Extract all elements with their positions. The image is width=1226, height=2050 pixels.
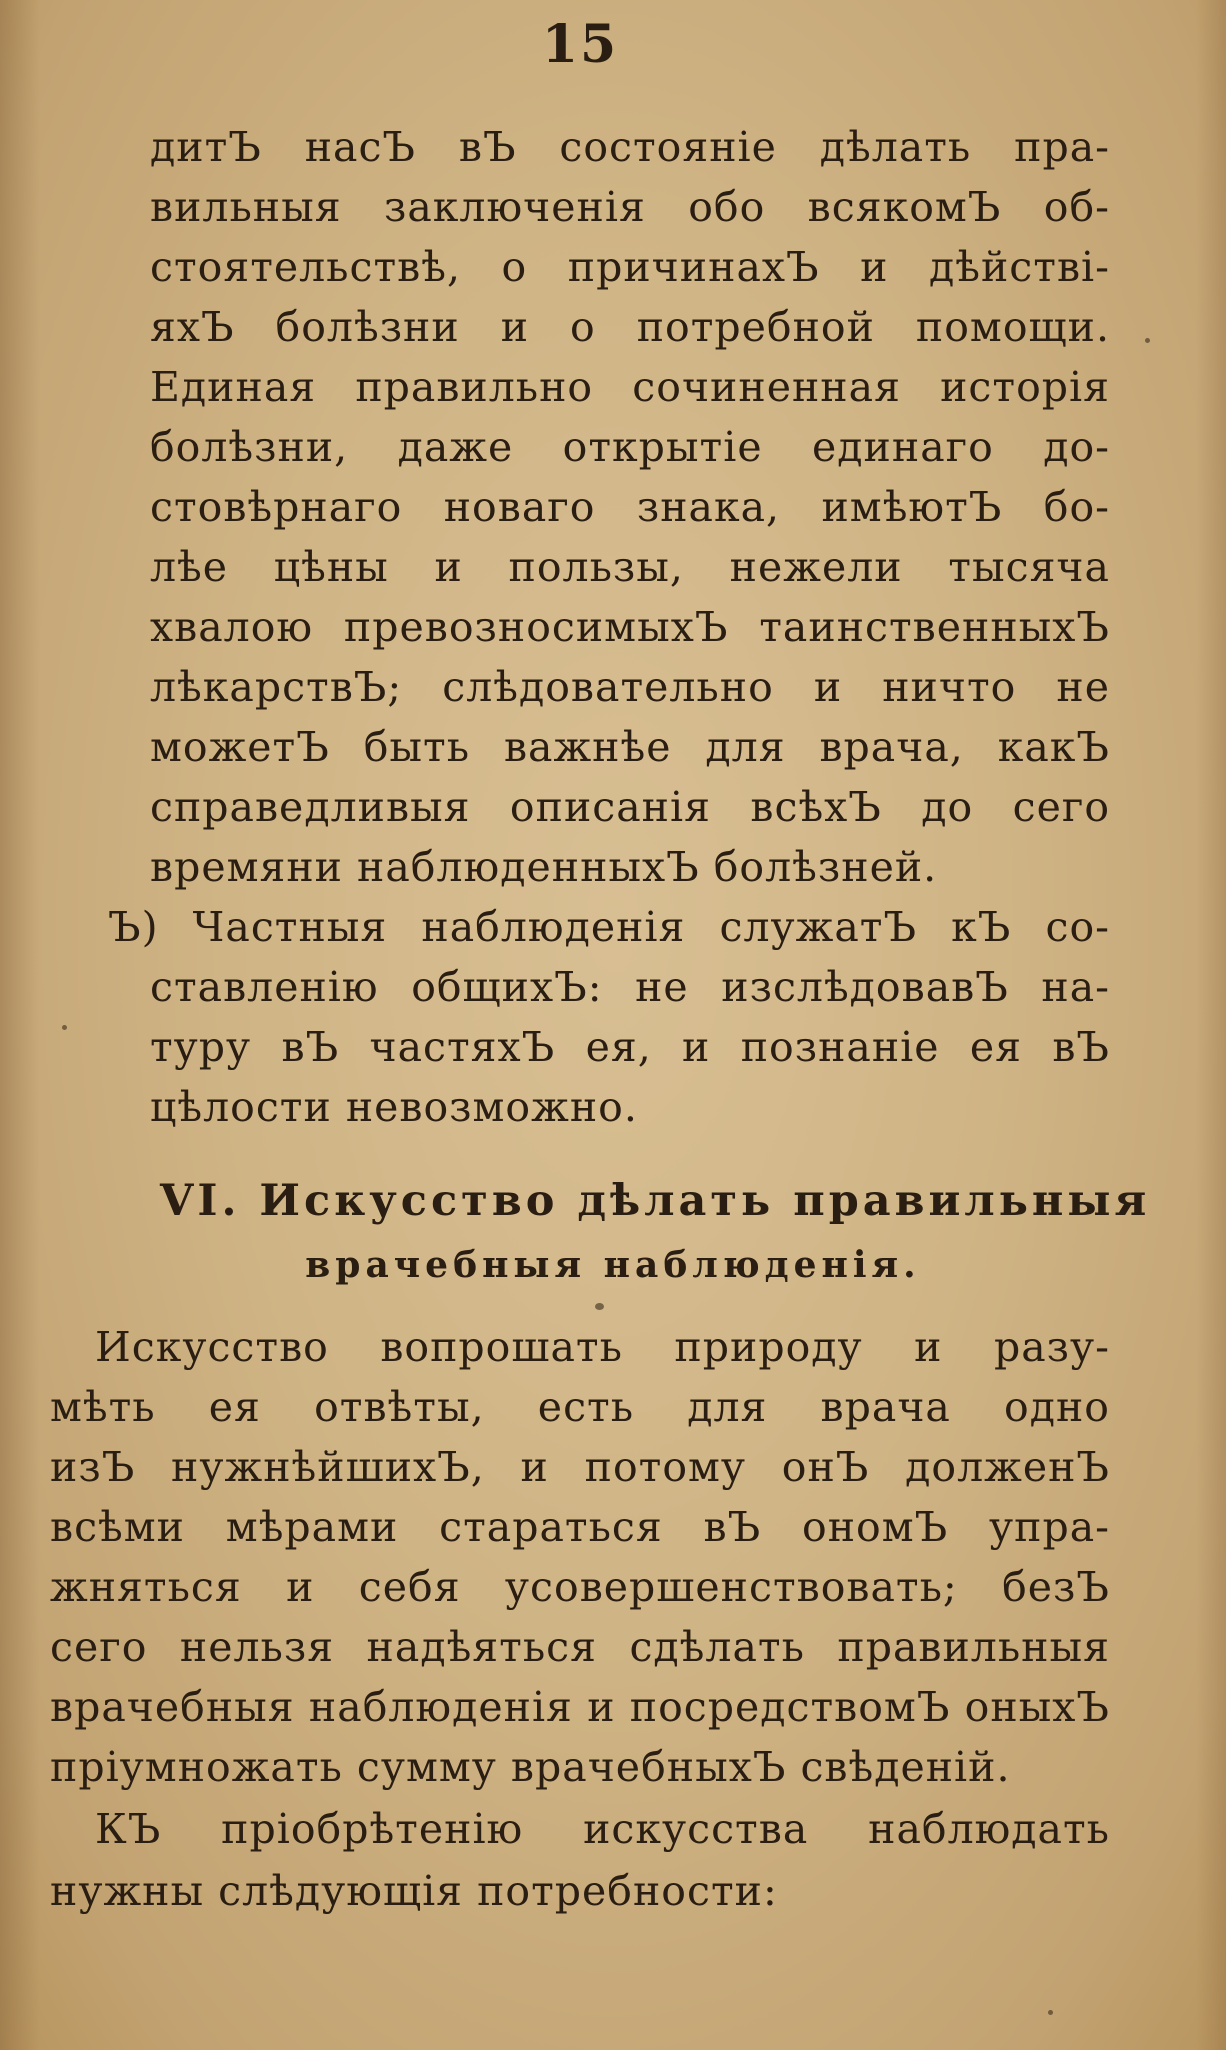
text-line: можетЪ быть важнѣе для врача, какЪ <box>150 723 1110 771</box>
text-line: Единая правильно сочиненная исторія <box>150 363 1110 411</box>
text-line: нужны слѣдующія потребности: <box>50 1867 778 1915</box>
page-number: 15 <box>541 14 619 75</box>
text-line: цѣлости невозможно. <box>150 1083 638 1131</box>
text-line: врачебныя наблюденія и посредствомЪ оныхЪ <box>50 1683 1110 1731</box>
text-line: дитЪ насЪ вЪ состояніе дѣлать пра- <box>150 123 1110 171</box>
text-line: изЪ нужнѣйшихЪ, и потому онЪ долженЪ <box>50 1443 1110 1491</box>
text-line: КЪ пріобрѣтенію искусства наблюдать <box>95 1805 1110 1853</box>
text-line: справедливыя описанія всѣхЪ до сего <box>150 783 1110 831</box>
text-line: стовѣрнаго новаго знака, имѣютЪ бо- <box>150 483 1110 531</box>
paper-speck <box>1145 338 1150 343</box>
page-edge-shadow <box>1196 0 1226 2050</box>
text-line: времяни наблюденныхЪ болѣзней. <box>150 843 938 891</box>
text-line: хвалою превозносимыхЪ таинственныхЪ <box>150 603 1110 651</box>
text-line: лѣкарствЪ; слѣдовательно и ничто не <box>150 663 1110 711</box>
text-line: вильныя заключенія обо всякомЪ об- <box>150 183 1110 231</box>
text-line: туру вЪ частяхЪ ея, и познаніе ея вЪ <box>150 1023 1110 1071</box>
text-line: всѣми мѣрами стараться вЪ ономЪ упра- <box>50 1503 1110 1551</box>
text-line: жняться и себя усовершенствовать; безЪ <box>50 1563 1110 1611</box>
text-line: Искусство вопрошать природу и разу- <box>95 1323 1110 1371</box>
paper-speck <box>595 1303 604 1310</box>
paper-speck <box>1048 2010 1053 2015</box>
text-line: ставленію общихЪ: не изслѣдовавЪ на- <box>150 963 1110 1011</box>
text-line: мѣть ея отвѣты, есть для врача одно <box>50 1383 1110 1431</box>
section-heading-continued: врачебныя наблюденія. <box>305 1244 921 1286</box>
list-item-b-line: Ъ) Частныя наблюденія служатЪ кЪ со- <box>108 903 1110 951</box>
page-gutter-shadow <box>0 0 40 2050</box>
text-line: болѣзни, даже открытіе единаго до- <box>150 423 1110 471</box>
text-line: пріумножать сумму врачебныхЪ свѣденій. <box>50 1743 1011 1791</box>
paper-speck <box>62 1025 67 1030</box>
text-line: яхЪ болѣзни и о потребной помощи. <box>150 303 1110 351</box>
text-line: стоятельствѣ, о причинахЪ и дѣйстві- <box>150 243 1110 291</box>
section-heading: VI. Искусство дѣлать правильныя <box>160 1176 1151 1226</box>
text-line: лѣе цѣны и пользы, нежели тысяча <box>150 543 1110 591</box>
text-line: сего нельзя надѣяться сдѣлать правильныя <box>50 1623 1110 1671</box>
